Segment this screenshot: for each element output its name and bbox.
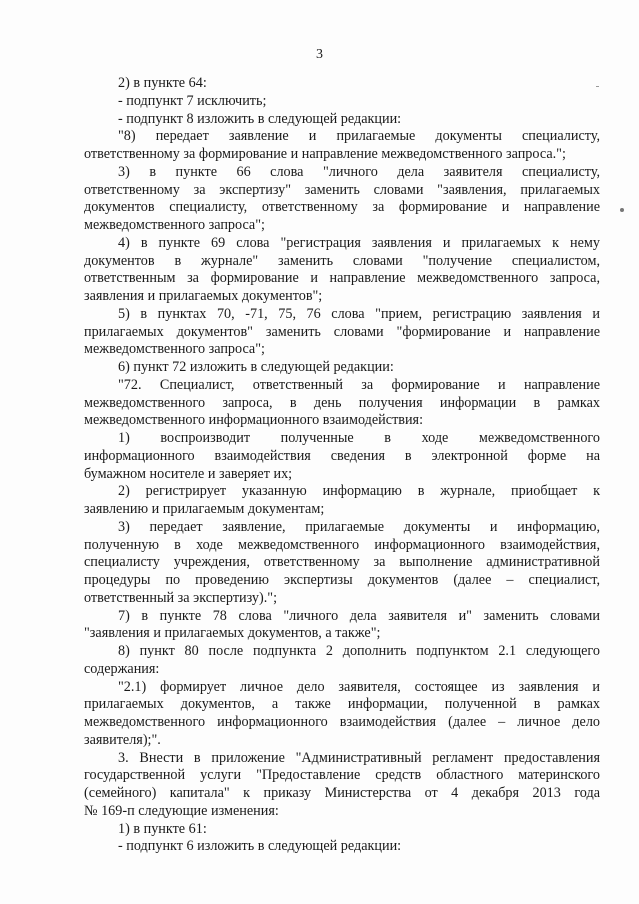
text-line: "72. Специалист, ответственный за формирование и направление	[118, 377, 600, 393]
page-number: 3	[316, 47, 323, 62]
text-line: 1) воспроизводит полученные в ходе межведомственного	[118, 430, 600, 446]
text-line: 3) передает заявление, прилагаемые документы и информацию,	[118, 519, 600, 535]
text-line: полученную в ходе межведомственного информационного взаимодействия,	[84, 537, 600, 553]
text-line: прилагаемых документов" заменить словами "формирование и направление	[84, 324, 600, 340]
text-line: 4) в пункте 69 слова "регистрация заявления и прилагаемых к нему	[118, 235, 600, 251]
text-line: 8) пункт 80 после подпункта 2 дополнить подпунктом 2.1 следующего	[118, 643, 600, 659]
text-line: прилагаемых документов, а также информации, полученной в рамках	[84, 696, 600, 712]
text-line: - подпункт 6 изложить в следующей редакции:	[118, 838, 402, 854]
text-line: 2) в пункте 64:	[118, 75, 207, 91]
scan-speck	[620, 208, 624, 212]
text-line: межведомственного информационного взаимодействия:	[84, 412, 424, 428]
text-line: - подпункт 8 изложить в следующей редакции:	[118, 111, 402, 127]
text-line: ответственному за формирование и направление межведомственного запроса.";	[84, 146, 566, 162]
text-line: заявлению и прилагаемым документам;	[84, 501, 325, 517]
text-line: специалисту учреждения, ответственному за выполнение административной	[84, 554, 600, 570]
text-line: 5) в пунктах 70, ‑71, 75, 76 слова "прием, регистрацию заявления и	[118, 306, 600, 322]
text-line: межведомственного запроса";	[84, 341, 265, 357]
text-line: № 169-п следующие изменения:	[84, 803, 279, 819]
text-line: 3) в пункте 66 слова "личного дела заявителя специалисту,	[118, 164, 600, 180]
text-line: 3. Внести в приложение "Административный регламент предоставления	[118, 750, 600, 766]
text-line: ответственный за экспертизу).";	[84, 590, 278, 606]
text-line: 6) пункт 72 изложить в следующей редакции:	[118, 359, 394, 375]
text-line: информационного взаимодействия сведения в электронной форме на	[84, 448, 600, 464]
text-line: 2) регистрирует указанную информацию в журнале, приобщает к	[118, 483, 600, 499]
text-line: "заявления и прилагаемых документов, а также";	[84, 625, 381, 641]
text-line: содержания:	[84, 661, 160, 677]
text-line: ответственным за формирование и направление межведомственного запроса,	[84, 270, 600, 286]
text-line: межведомственного информационного взаимодействия (далее – личное дело	[84, 714, 600, 730]
text-line: заявителя);".	[84, 732, 161, 748]
text-line: документов в журнале" заменить словами "получение специалистом,	[84, 253, 600, 269]
text-line: бумажном носителе и заверяет их;	[84, 466, 293, 482]
text-line: процедуры по проведению экспертизы документов (далее – специалист,	[84, 572, 600, 588]
text-line: "8) передает заявление и прилагаемые документы специалисту,	[118, 128, 600, 144]
text-line: документов специалисту, ответственному за формирование и направление	[84, 199, 600, 215]
text-line: заявления и прилагаемых документов";	[84, 288, 323, 304]
text-line: межведомственного запроса, в день получения информации в рамках	[84, 395, 600, 411]
text-line: "2.1) формирует личное дело заявителя, состоящее из заявления и	[118, 679, 600, 695]
text-line: межведомственного запроса";	[84, 217, 265, 233]
text-line: 1) в пункте 61:	[118, 821, 207, 837]
text-line: - подпункт 7 исключить;	[118, 93, 267, 109]
text-line: 7) в пункте 78 слова "личного дела заявителя и" заменить словами	[118, 608, 600, 624]
text-line: государственной услуги "Предоставление средств областного материнского	[84, 767, 600, 783]
text-line: (семейного) капитала" к приказу Министерства от 4 декабря 2013 года	[84, 785, 600, 801]
text-line: ответственному за экспертизу" заменить словами "заявления, прилагаемых	[84, 182, 600, 198]
